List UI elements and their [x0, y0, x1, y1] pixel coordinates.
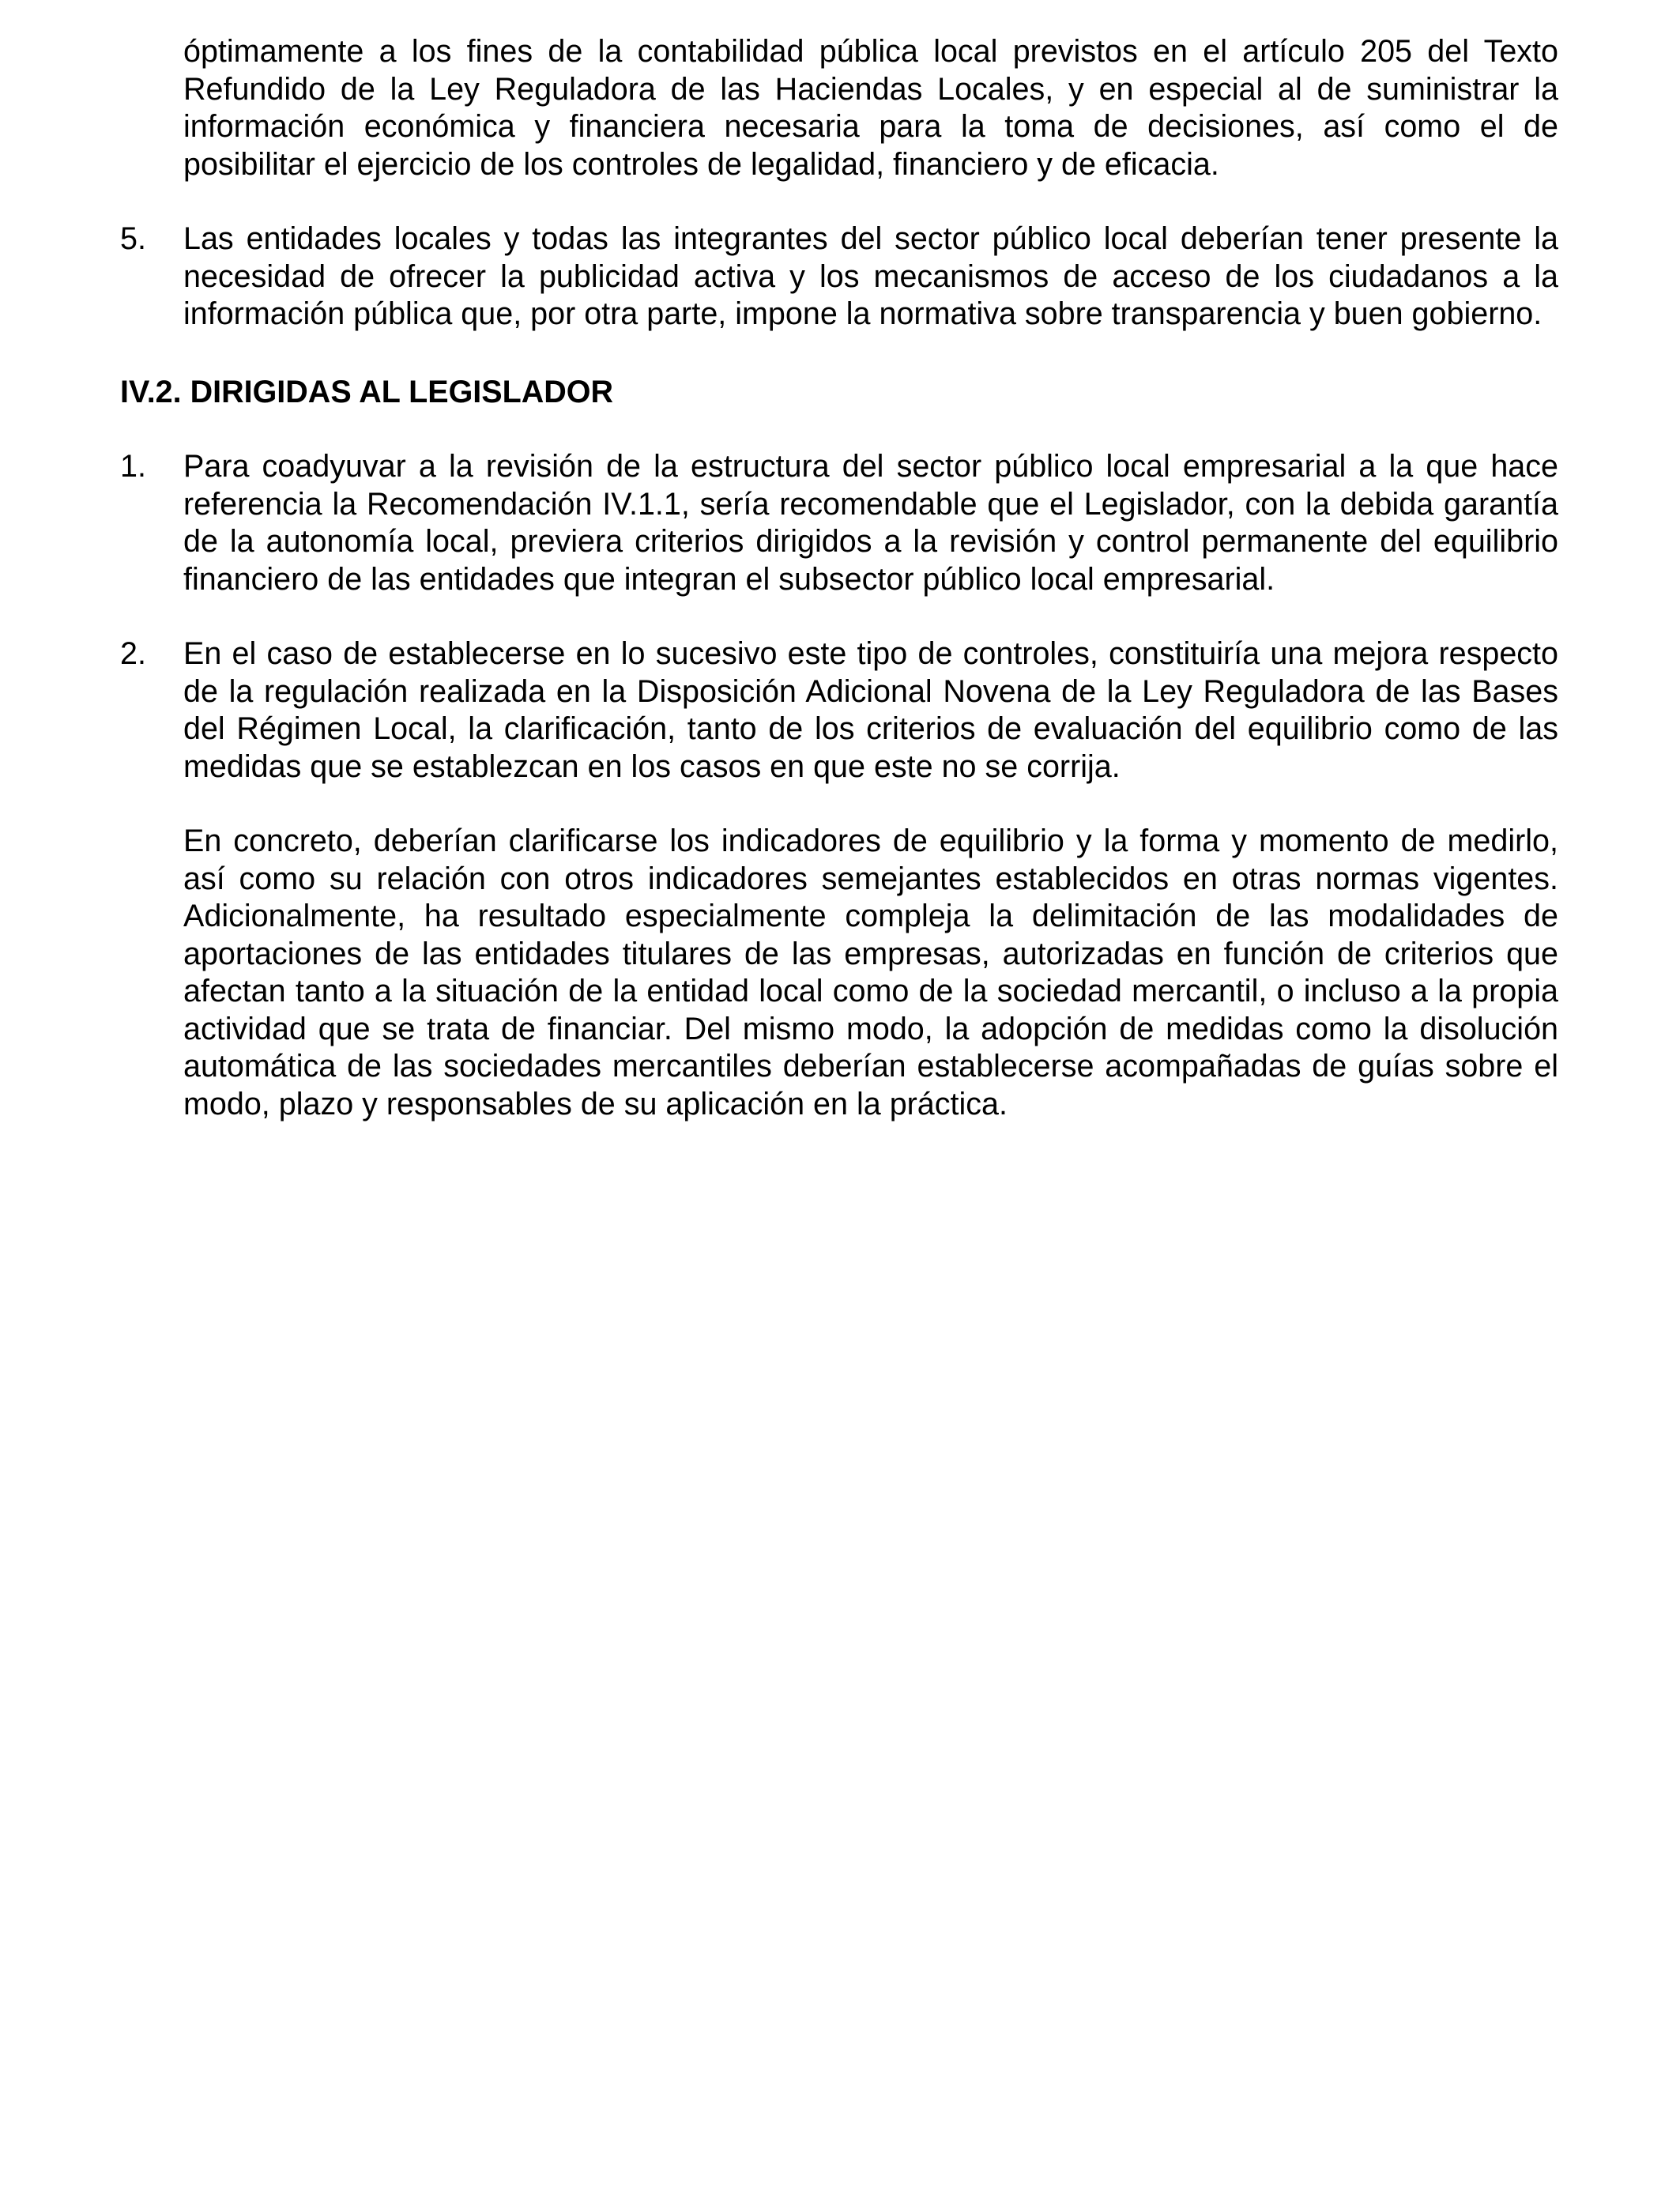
spacer — [120, 786, 1558, 823]
list-item-1 — [120, 448, 1558, 598]
list-item-2-continuation: En concreto, deberían clarificarse los indicadores de equilibrio y la forma y momento de medirlo, así como su relación con otros indicadores semejantes establecidos en otras normas vigentes. Adicionalmente, ha resultado especialmente compleja la delimitación de las modalidades de aportaciones de las entidades titulares de las empresas, autorizadas en función de criterios que afectan tanto a la situación de la entidad local como de la sociedad mercantil, o incluso a la propia actividad que se trata de financiar. Del mismo modo, la adopción de medidas como la disolución automática de las sociedades mercantiles deberían establecerse acompañadas de guías sobre el modo, plazo y responsables de su aplicación en la práctica. — [183, 824, 1558, 1122]
list-item-text: Para coadyuvar a la revisión de la estructura del sector público local empresarial a la que hace referencia la Recomendación IV.1.1, sería recomendable que el Legislador, con la debida garantía de la autonomía local, previera criterios dirigidos a la revisión y control permanente del equilibrio financiero de las entidades que integran el subsector público local empresarial. — [183, 449, 1558, 597]
spacer — [120, 183, 1558, 221]
list-item-text: En el caso de establecerse en lo sucesivo este tipo de controles, constituiría una mejora respecto de la regulación realizada en la Disposición Adicional Novena de la Ley Reguladora de las Bases del Régimen Local, la clarificación, tanto de los criterios de evaluación del equilibrio como de las medidas que se establezcan en los casos en que este no se corrija. — [183, 636, 1558, 784]
spacer — [120, 411, 1558, 448]
list-item-2 — [120, 635, 1558, 786]
document-page — [120, 33, 1558, 1123]
spacer — [120, 598, 1558, 635]
list-item-number: 5. — [120, 221, 146, 256]
list-item-text: Las entidades locales y todas las integrantes del sector público local deberían tener presente la necesidad de ofrecer la publicidad activa y los mecanismos de acceso de los ciudadanos a la información pública que, por otra parte, impone la normativa sobre transparencia y buen gobierno. — [183, 221, 1558, 331]
intro-paragraph: óptimamente a los fines de la contabilidad pública local previstos en el artículo 205 del Texto Refundido de la Ley Reguladora de las Haciendas Locales, y en especial al de suministrar la información económica y financiera necesaria para la toma de decisiones, así como el de posibilitar el ejercicio de los controles de legalidad, financiero y de eficacia. — [183, 34, 1558, 182]
list-item-number: 2. — [120, 636, 146, 671]
spacer — [120, 334, 1558, 374]
list-item-number: 1. — [120, 449, 146, 484]
section-heading: IV.2. DIRIGIDAS AL LEGISLADOR — [120, 374, 614, 409]
list-item-5 — [120, 221, 1558, 334]
